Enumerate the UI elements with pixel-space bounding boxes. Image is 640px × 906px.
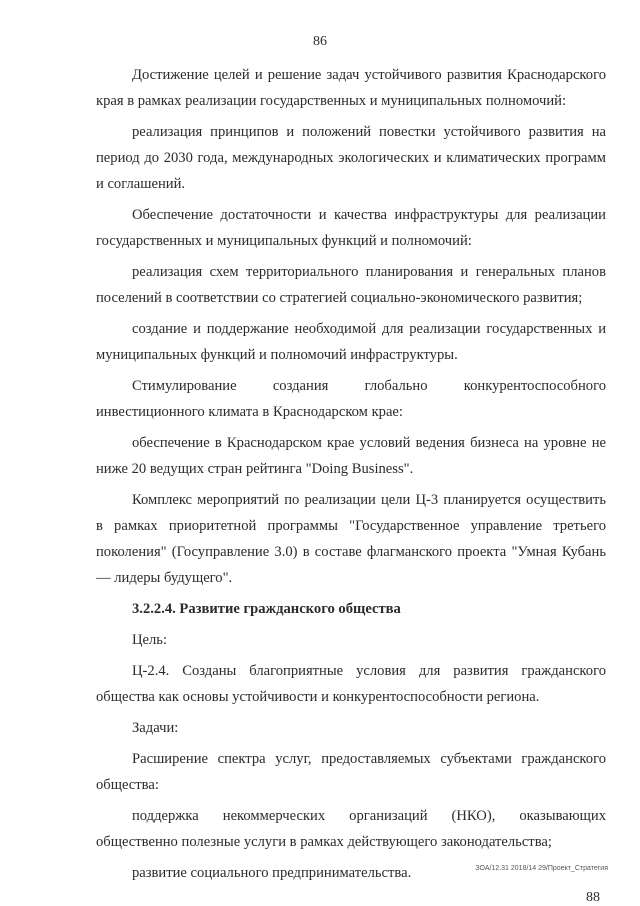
paragraph: создание и поддержание необходимой для реализации государственных и муниципальных функций и полномочий инфраструктуры.: [96, 321, 606, 363]
paragraph: реализация принципов и положений повестки устойчивого развития на период до 2030 года, международных экологических и климатических программ и соглашений.: [96, 124, 606, 192]
paragraph: реализация схем территориального планирования и генеральных планов поселений в соответствии со стратегией социально-экономического развития;: [96, 264, 606, 306]
goal-label: Цель:: [132, 632, 168, 648]
tasks-label: Задачи:: [132, 720, 179, 736]
section-heading: 3.2.2.4. Развитие гражданского общества: [132, 601, 401, 617]
goal-text: Ц-2.4. Созданы благоприятные условия для развития гражданского общества как основы устойчивости и конкурентоспособности региона.: [96, 663, 606, 705]
paragraph: Комплекс мероприятий по реализации цели Ц-3 планируется осуществить в рамках приоритетной программы "Государственное управление третьего поколения" (Госуправление 3.0) в составе флагманского проекта "Умная Кубань — лидеры будущего".: [96, 492, 606, 586]
footer-document-code: ЗОА/12.31 2018/14 29/Проект_Стратегия: [475, 865, 608, 872]
paragraph: Стимулирование создания глобально конкурентоспособного инвестиционного климата в Краснодарском крае:: [96, 378, 606, 420]
paragraph: Достижение целей и решение задач устойчивого развития Краснодарского края в рамках реализации государственных и муниципальных полномочий:: [96, 67, 606, 109]
task-item: поддержка некоммерческих организаций (НКО), оказывающих общественно полезные услуги в рамках действующего законодательства;: [96, 808, 606, 850]
paragraph: обеспечение в Краснодарском крае условий ведения бизнеса на уровне не ниже 20 ведущих стран рейтинга "Doing Business".: [96, 435, 606, 477]
document-body: [96, 62, 606, 891]
page-number: 86: [313, 34, 327, 49]
paragraph: Обеспечение достаточности и качества инфраструктуры для реализации государственных и муниципальных функций и полномочий:: [96, 207, 606, 249]
task-item: развитие социального предпринимательства.: [132, 865, 412, 881]
task-item: Расширение спектра услуг, предоставляемых субъектами гражданского общества:: [96, 751, 606, 793]
corner-page-number: 88: [586, 890, 600, 905]
